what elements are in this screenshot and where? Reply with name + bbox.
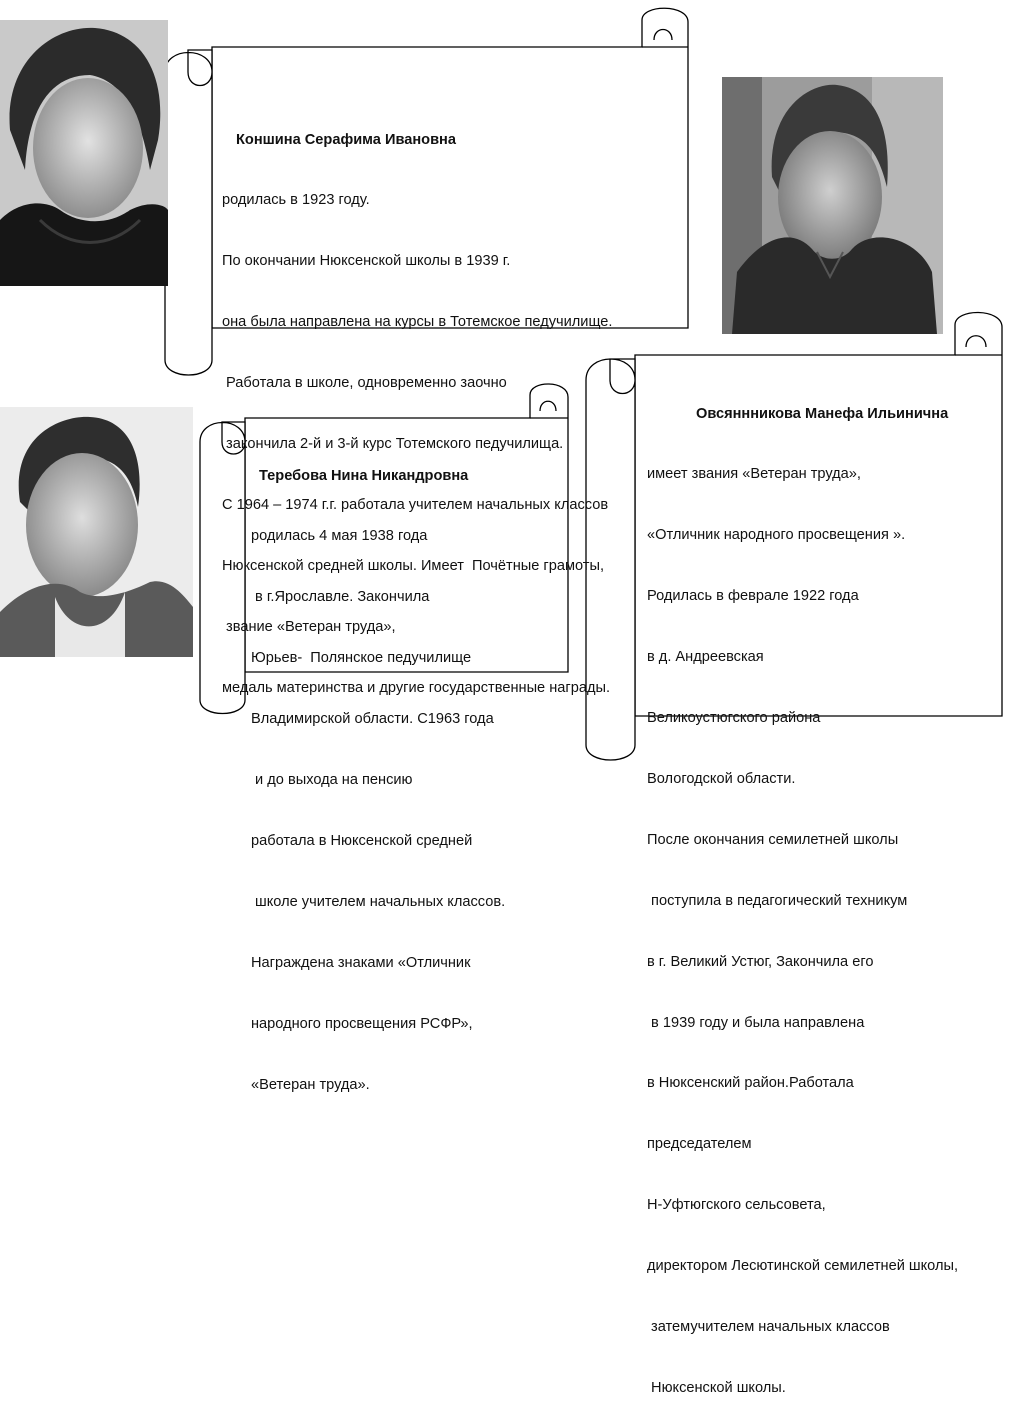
bio-line: в г. Великий Устюг, Закончила его [647,953,874,970]
bio-line: «Ветеран труда». [251,1076,370,1093]
bio-line: родилась 4 мая 1938 года [251,528,428,545]
bio-line: народного просвещения РСФР», [251,1015,473,1032]
bio-line: имеет звания «Ветеран труда», [647,466,861,483]
bio-line: в д. Андреевская [647,649,764,666]
portrait-photo-1 [0,20,168,286]
bio-line: работала в Нюксенской средней [251,832,473,849]
portrait-photo-3 [0,407,193,657]
bio-line: Владимирской области. С1963 года [251,711,494,728]
bio-name: Коншина Серафима Ивановна [236,131,456,148]
bio-line: По окончании Нюксенской школы в 1939 г. [222,253,511,270]
bio-line: закончила 2-й и 3-й курс Тотемского педучилища. [222,436,564,453]
bio-line: С 1964 – 1974 г.г. работала учителем начальных классов [222,496,609,513]
bio-line: Родилась в феврале 1922 года [647,588,859,605]
bio-ovsyannikova [647,363,958,1418]
bio-line: медаль материнства и другие государственные награды. [222,679,611,696]
bio-line: Великоустюгского района [647,710,821,727]
portrait-photo-2 [722,77,943,334]
bio-line: в Нюксенский район.Работала [647,1075,854,1092]
bio-line: звание «Ветеран труда», [222,618,396,635]
bio-line: она была направлена на курсы в Тотемское педучилище. [222,314,613,331]
bio-name: Овсяннникова Манефа Ильинична [696,405,949,422]
bio-line: директором Лесютинской семилетней школы, [647,1258,959,1275]
bio-line: и до выхода на пенсию [251,772,413,789]
bio-line: школе учителем начальных классов. [251,893,506,910]
bio-line: в г.Ярославле. Закончила [251,589,430,606]
bio-terebova [251,425,505,1115]
bio-line: Н-Уфтюгского сельсовета, [647,1197,826,1214]
bio-name: Теребова Нина Никандровна [259,467,469,484]
bio-line: в 1939 году и была направлена [647,1014,865,1031]
bio-line: Награждена знаками «Отличник [251,954,471,971]
bio-line: поступила в педагогический техникум [647,892,908,909]
bio-line: Вологодской области. [647,770,796,787]
bio-line: председателем [647,1136,752,1153]
bio-line: Нюксенской средней школы. Имеет Почётные грамоты, [222,557,605,574]
bio-line: После окончания семилетней школы [647,831,899,848]
bio-line: Нюксенской школы. [647,1379,786,1396]
bio-line: Работала в школе, одновременно заочно [222,375,507,392]
bio-line: Юрьев- Полянское педучилище [251,650,472,667]
bio-line: родилась в 1923 году. [222,192,370,209]
bio-line: «Отличник народного просвещения ». [647,527,906,544]
bio-line: затемучителем начальных классов [647,1318,890,1335]
